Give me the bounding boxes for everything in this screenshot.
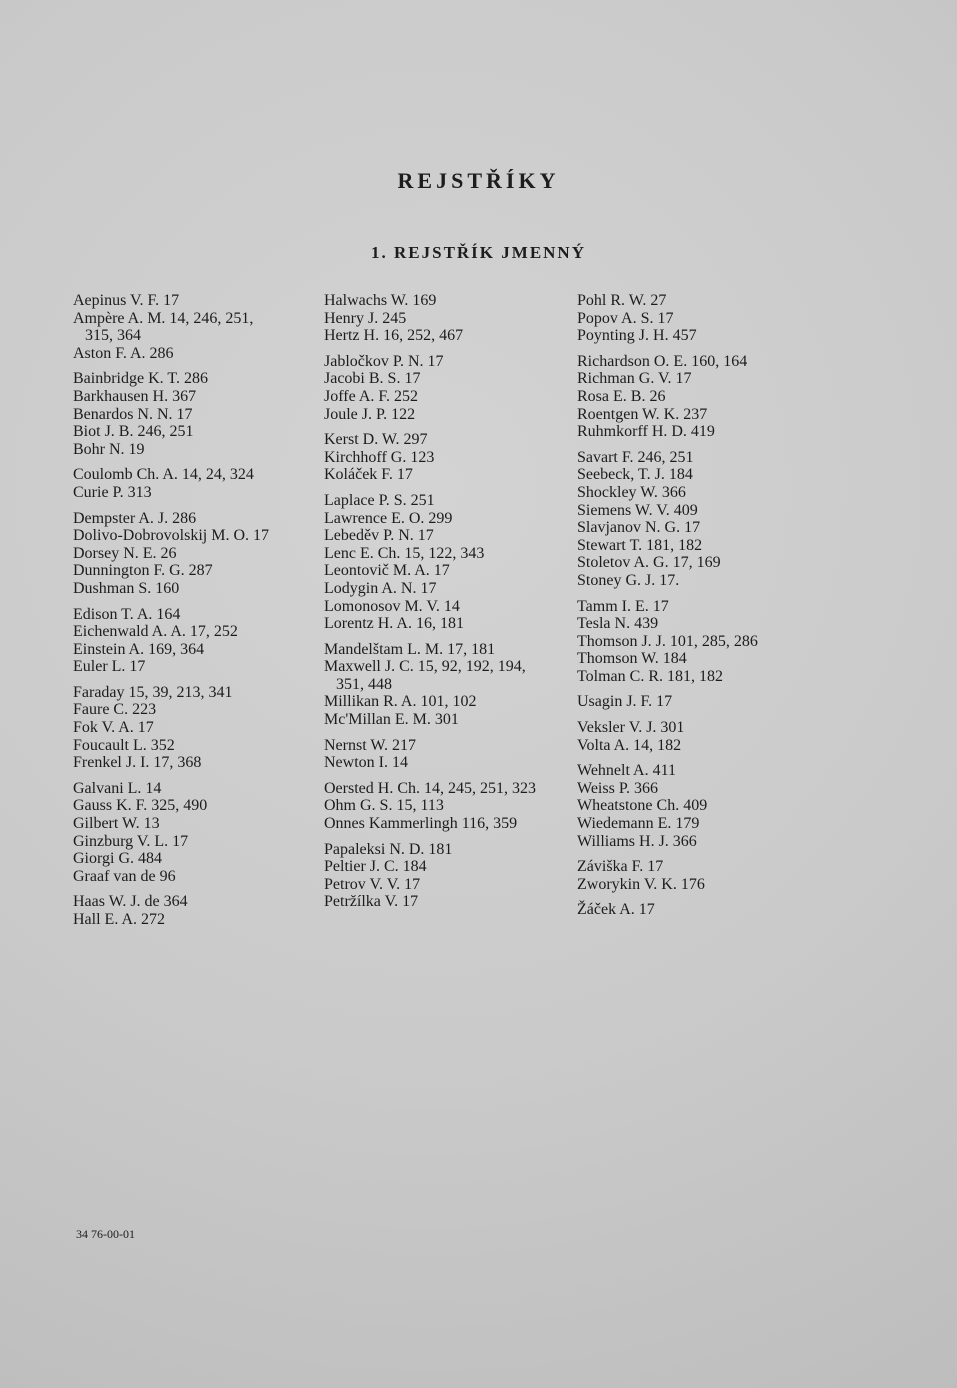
index-entry: Fok V. A. 17 [73, 719, 154, 737]
index-letter-group [577, 901, 797, 919]
index-letter-group [73, 370, 313, 458]
index-entry: Halwachs W. 169 [324, 292, 437, 309]
index-entry: Lebeděv P. N. 17 [324, 527, 434, 545]
index-entry: Williams H. J. 366 [577, 832, 697, 850]
index-entry: Záviška F. 17 [577, 858, 664, 876]
index-letter-group [73, 292, 313, 362]
index-entry: Bainbridge K. T. 286 [73, 370, 208, 388]
index-column-2 [324, 292, 569, 919]
index-entry: Aston F. A. 286 [73, 344, 174, 362]
index-entry: Lorentz H. A. 16, 181 [324, 615, 464, 633]
index-letter-group [73, 466, 313, 501]
index-entry: Lodygin A. N. 17 [324, 579, 437, 597]
index-entry: Hertz H. 16, 252, 467 [324, 327, 464, 345]
index-entry: Ohm G. S. 15, 113 [324, 797, 444, 815]
index-letter-group [324, 431, 569, 484]
index-entry: Tolman C. R. 181, 182 [577, 667, 723, 685]
index-entry: Gilbert W. 13 [73, 815, 160, 833]
index-entry: Dorsey N. E. 26 [73, 544, 177, 562]
index-entry: Barkhausen H. 367 [73, 387, 197, 405]
index-entry: Faraday 15, 39, 213, 341 [73, 683, 233, 701]
index-entry: Galvani L. 14 [73, 779, 162, 797]
index-entry: Eichenwald A. A. 17, 252 [73, 623, 238, 641]
index-entry: Stoney G. J. 17. [577, 571, 680, 589]
index-letter-group [324, 353, 569, 423]
index-letter-group [577, 449, 797, 590]
index-entry: Ruhmkorff H. D. 419 [577, 423, 715, 441]
index-letter-group [73, 684, 313, 772]
index-entry: Euler L. 17 [73, 658, 146, 676]
index-entry: Tesla N. 439 [577, 615, 659, 633]
index-entry: Gauss K. F. 325, 490 [73, 797, 208, 815]
index-letter-group [73, 780, 313, 886]
index-entry: Roentgen W. K. 237 [577, 405, 708, 423]
index-entry: Bohr N. 19 [73, 440, 145, 458]
index-entry: Joffe A. F. 252 [324, 387, 418, 405]
index-entry: Kerst D. W. 297 [324, 431, 428, 449]
index-letter-group [577, 762, 797, 850]
index-entry: Aepinus V. F. 17 [73, 292, 180, 309]
index-letter-group [324, 492, 569, 633]
index-entry: Giorgi G. 484 [73, 850, 163, 868]
index-column-1 [73, 292, 313, 937]
index-entry: Joule J. P. 122 [324, 405, 416, 423]
index-entry: Jabločkov P. N. 17 [324, 352, 444, 370]
index-letter-group [577, 693, 797, 711]
index-entry: Frenkel J. I. 17, 368 [73, 754, 202, 772]
index-entry: Seebeck, T. J. 184 [577, 466, 693, 484]
index-entry: Mandelštam L. M. 17, 181 [324, 640, 496, 658]
index-entry: Slavjanov N. G. 17 [577, 519, 701, 537]
index-entry: Kirchhoff G. 123 [324, 448, 435, 466]
index-entry: Biot J. B. 246, 251 [73, 423, 194, 441]
index-entry: 315, 364 [73, 327, 141, 345]
index-entry: Curie P. 313 [73, 483, 152, 501]
index-entry: Usagin J. F. 17 [577, 693, 673, 711]
index-entry: Tamm I. E. 17 [577, 597, 669, 615]
index-letter-group [324, 292, 569, 345]
index-entry: Petržílka V. 17 [324, 893, 419, 911]
index-entry: Dunnington F. G. 287 [73, 562, 213, 580]
index-entry: Richardson O. E. 160, 164 [577, 352, 748, 370]
index-entry: Millikan R. A. 101, 102 [324, 693, 477, 711]
index-letter-group [324, 841, 569, 911]
index-entry: Stewart T. 181, 182 [577, 536, 703, 554]
index-entry: Zworykin V. K. 176 [577, 875, 705, 893]
index-entry: Shockley W. 366 [577, 483, 686, 501]
index-letter-group [577, 598, 797, 686]
index-entry: Dushman S. 160 [73, 579, 180, 597]
index-entry: Mc'Millan E. M. 301 [324, 711, 459, 729]
index-entry: Wheatstone Ch. 409 [577, 797, 708, 815]
index-letter-group [324, 737, 569, 772]
page-footer: 34 76-00-01 [76, 1227, 135, 1241]
index-entry: Newton I. 14 [324, 754, 408, 772]
index-entry: Thomson J. J. 101, 285, 286 [577, 632, 758, 650]
index-entry: Benardos N. N. 17 [73, 405, 193, 423]
index-entry: Jacobi B. S. 17 [324, 370, 421, 388]
index-entry: Lenc E. Ch. 15, 122, 343 [324, 544, 485, 562]
index-entry: Stoletov A. G. 17, 169 [577, 554, 721, 572]
index-entry: Richman G. V. 17 [577, 370, 692, 388]
index-entry: Ginzburg V. L. 17 [73, 832, 189, 850]
index-entry: Henry J. 245 [324, 309, 407, 327]
index-entry: Coulomb Ch. A. 14, 24, 324 [73, 466, 254, 484]
index-entry: Petrov V. V. 17 [324, 875, 421, 893]
index-entry: Rosa E. B. 26 [577, 387, 666, 405]
index-entry: Ampère A. M. 14, 246, 251, [73, 309, 254, 327]
index-letter-group [577, 353, 797, 441]
index-entry: Koláček F. 17 [324, 466, 413, 484]
index-entry: Siemens W. V. 409 [577, 501, 698, 519]
index-letter-group [324, 780, 569, 833]
index-entry: Onnes Kammerlingh 116, 359 [324, 815, 518, 833]
index-entry: Wiedemann E. 179 [577, 815, 700, 833]
index-letter-group [73, 510, 313, 598]
index-entry: Oersted H. Ch. 14, 245, 251, 323 [324, 779, 536, 797]
index-subtitle: 1. REJSTŘÍK JMENNÝ [371, 243, 586, 262]
index-entry: Wehnelt A. 411 [577, 762, 676, 780]
index-entry: Thomson W. 184 [577, 650, 687, 668]
index-letter-group [577, 719, 797, 754]
index-entry: Edison T. A. 164 [73, 605, 181, 623]
index-entry: Graaf van de 96 [73, 867, 176, 885]
index-entry: Poynting J. H. 457 [577, 327, 697, 345]
index-letter-group [577, 858, 797, 893]
index-entry: Leontovič M. A. 17 [324, 562, 450, 580]
index-entry: Hall E. A. 272 [73, 911, 165, 928]
index-entry: Einstein A. 169, 364 [73, 640, 205, 658]
index-entry: Haas W. J. de 364 [73, 893, 188, 911]
index-entry: Žáček A. 17 [577, 901, 655, 919]
index-entry: Weiss P. 366 [577, 779, 658, 797]
index-entry: Peltier J. C. 184 [324, 858, 427, 876]
index-letter-group [577, 292, 797, 345]
index-entry: Popov A. S. 17 [577, 309, 674, 327]
index-entry: Savart F. 246, 251 [577, 448, 694, 466]
index-entry: Pohl R. W. 27 [577, 292, 667, 309]
index-letter-group [324, 641, 569, 729]
page-title: REJSTŘÍKY [397, 168, 560, 193]
index-letter-group [73, 893, 313, 928]
index-entry: Laplace P. S. 251 [324, 491, 435, 509]
index-entry: Veksler V. J. 301 [577, 719, 685, 737]
index-entry: Dolivo-Dobrovolskij M. O. 17 [73, 527, 269, 545]
index-entry: Papaleksi N. D. 181 [324, 840, 453, 858]
index-entry: Nernst W. 217 [324, 736, 416, 754]
index-entry: Lomonosov M. V. 14 [324, 597, 460, 615]
index-entry: Dempster A. J. 286 [73, 509, 197, 527]
index-entry: Foucault L. 352 [73, 736, 175, 754]
index-entry: Volta A. 14, 182 [577, 736, 682, 754]
index-entry: Maxwell J. C. 15, 92, 192, 194, [324, 658, 526, 676]
index-entry: Faure C. 223 [73, 701, 157, 719]
index-letter-group [73, 606, 313, 676]
index-entry: Lawrence E. O. 299 [324, 509, 453, 527]
index-column-3 [577, 292, 797, 927]
index-entry: 351, 448 [324, 675, 392, 693]
